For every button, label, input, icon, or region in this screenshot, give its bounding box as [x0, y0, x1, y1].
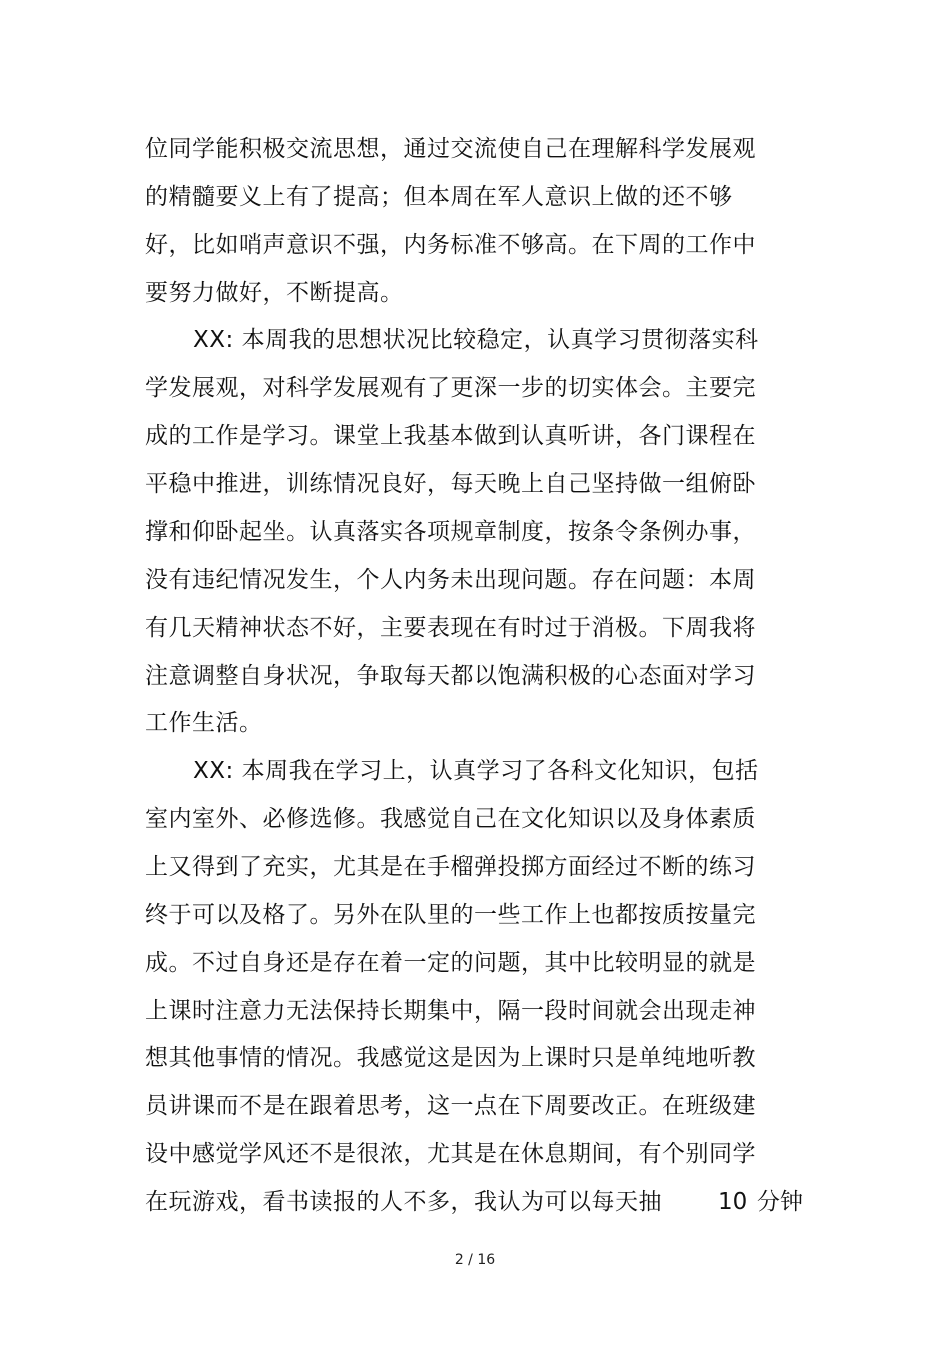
text-line: 要努力做好，不断提高。 [145, 280, 404, 306]
text-line: 终于可以及格了。另外在队里的一些工作上也都按质按量完 [145, 902, 756, 928]
paragraph-first-line: XX: 本周我的思想状况比较稳定，认真学习贯彻落实科 [193, 327, 759, 353]
text-line: 平稳中推进，训练情况良好，每天晚上自己坚持做一组俯卧 [145, 471, 756, 497]
text-line: 室内室外、必修选修。我感觉自己在文化知识以及身体素质 [145, 806, 756, 832]
text-line: 学发展观，对科学发展观有了更深一步的切实体会。主要完 [145, 375, 756, 401]
text-line: 没有违纪情况发生，个人内务未出现问题。存在问题：本周 [145, 567, 756, 593]
text-line: 注意调整自身状况，争取每天都以饱满积极的心态面对学习 [145, 663, 756, 689]
text-line: 上又得到了充实，尤其是在手榴弹投掷方面经过不断的练习 [145, 854, 756, 880]
paragraph-first-line: XX: 本周我在学习上，认真学习了各科文化知识，包括 [193, 758, 759, 784]
text-line: 成。不过自身还是存在着一定的问题，其中比较明显的就是 [145, 950, 756, 976]
text-line: 上课时注意力无法保持长期集中，隔一段时间就会出现走神 [145, 998, 756, 1024]
text-line: 在玩游戏，看书读报的人不多，我认为可以每天抽 [145, 1189, 662, 1215]
text-line: 好，比如哨声意识不强，内务标准不够高。在下周的工作中 [145, 232, 756, 258]
text-line: 的精髓要义上有了提高；但本周在军人意识上做的还不够 [145, 184, 733, 210]
page-indicator: 2 / 16 [454, 1252, 496, 1268]
text-line: 工作生活。 [145, 710, 263, 736]
text-line: 位同学能积极交流思想，通过交流使自己在理解科学发展观 [145, 136, 756, 162]
text-line: 想其他事情的情况。我感觉这是因为上课时只是单纯地听教 [145, 1045, 756, 1071]
text-line: 有几天精神状态不好，主要表现在有时过于消极。下周我将 [145, 615, 756, 641]
text-line: 成的工作是学习。课堂上我基本做到认真听讲，各门课程在 [145, 423, 756, 449]
text-line: 员讲课而不是在跟着思考，这一点在下周要改正。在班级建 [145, 1093, 756, 1119]
duration-number: 10 [718, 1189, 748, 1215]
text-line: 撑和仰卧起坐。认真落实各项规章制度，按条令条例办事， [145, 519, 756, 545]
duration-unit: 分钟 [757, 1189, 803, 1215]
text-line: 设中感觉学风还不是很浓，尤其是在休息期间，有个别同学 [145, 1141, 756, 1167]
